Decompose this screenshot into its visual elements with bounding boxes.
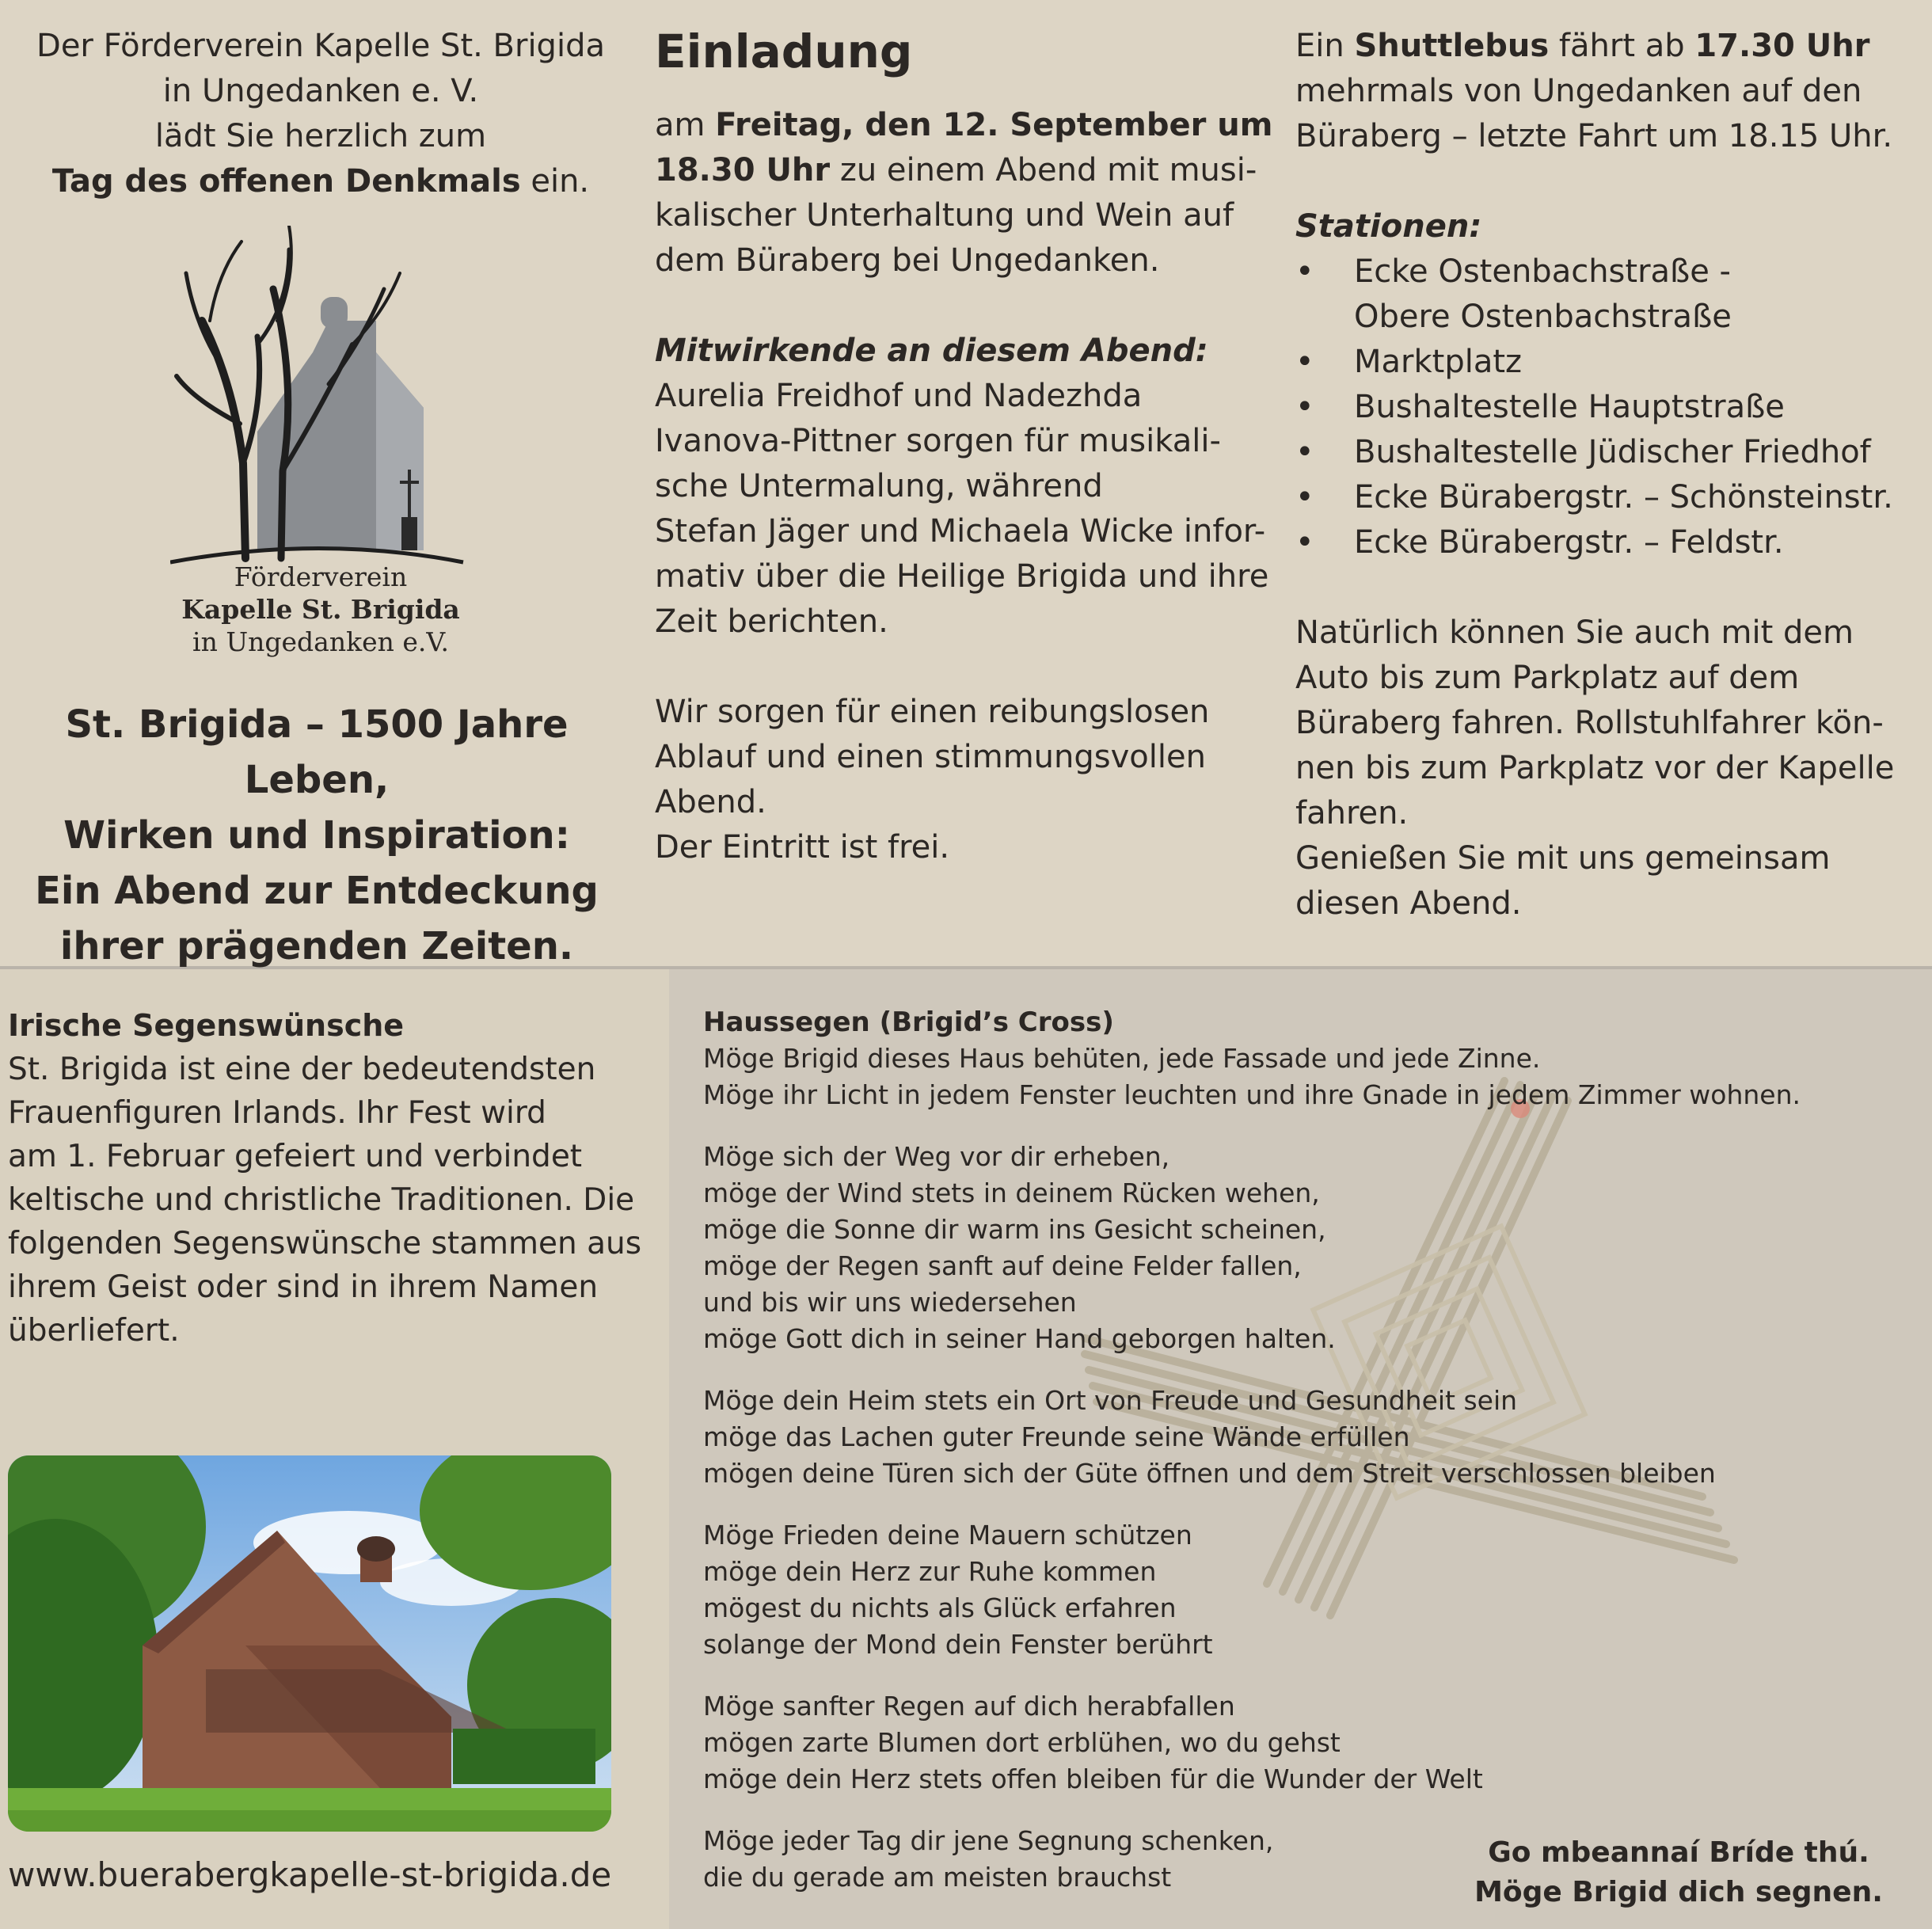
participants-line: mativ über die Heilige Brigida und ihre bbox=[655, 558, 1269, 595]
blessing-stanza bbox=[703, 1139, 1851, 1357]
subtitle-line: Ein Abend zur Entdeckung bbox=[35, 869, 599, 913]
blessing-line: möge dein Herz zur Ruhe kommen bbox=[703, 1556, 1157, 1587]
text-span: zu einem Abend mit musi- bbox=[830, 152, 1257, 188]
blessing-line: möge der Regen sanft auf deine Felder fallen, bbox=[703, 1250, 1302, 1281]
car-info-line: nen bis zum Parkplatz vor der Kapelle bbox=[1295, 750, 1895, 786]
website-url: www.buerabergkapelle-st-brigida.de bbox=[8, 1855, 612, 1894]
intro-line-rest: ein. bbox=[520, 163, 590, 200]
blessing-line: solange der Mond dein Fenster berührt bbox=[703, 1629, 1213, 1660]
blessing-line: Möge jeder Tag dir jene Segnung schenken, bbox=[703, 1825, 1274, 1856]
house-blessing bbox=[703, 1004, 1851, 1921]
blessing-stanza bbox=[703, 1517, 1851, 1663]
segens-line: keltische und christliche Traditionen. Die bbox=[8, 1182, 635, 1218]
blessing-line: möge die Sonne dir warm ins Gesicht scheinen, bbox=[703, 1214, 1326, 1245]
station-text: Ecke Ostenbachstraße - bbox=[1354, 253, 1731, 290]
closing-line: Abend. bbox=[655, 784, 766, 820]
shuttle-line: mehrmals von Ungedanken auf den bbox=[1295, 73, 1862, 109]
blessing-line: Möge sanfter Regen auf dich herabfallen bbox=[703, 1691, 1235, 1722]
car-info-line: Büraberg fahren. Rollstuhlfahrer kön- bbox=[1295, 705, 1884, 741]
stations-heading-text: Stationen: bbox=[1295, 208, 1482, 245]
chapel-logo-icon bbox=[170, 226, 471, 566]
station-item: • Bushaltestelle Hauptstraße bbox=[1295, 385, 1913, 430]
station-item: • Bushaltestelle Jüdischer Friedhof bbox=[1295, 430, 1913, 475]
participants-line: Aurelia Freidhof und Nadezhda bbox=[655, 378, 1143, 414]
intro-text bbox=[16, 24, 626, 204]
shuttle-time-text: 17.30 Uhr bbox=[1694, 28, 1870, 64]
logo-caption-line: Kapelle St. Brigida bbox=[181, 594, 460, 625]
participants-heading bbox=[655, 329, 1288, 374]
station-item: • Ecke Bürabergstr. – Schönsteinstr. bbox=[1295, 475, 1913, 520]
participants-line: Zeit berichten. bbox=[655, 603, 888, 640]
event-name: Tag des offenen Denkmals bbox=[51, 163, 521, 200]
participants-line: Stefan Jäger und Michaela Wicke infor- bbox=[655, 513, 1266, 550]
logo-caption-line: in Ungedanken e.V. bbox=[192, 626, 449, 657]
segens-line: St. Brigida ist eine der bedeutendsten bbox=[8, 1052, 596, 1087]
station-item: • Marktplatz bbox=[1295, 340, 1913, 385]
closing-line: Ablauf und einen stimmungsvollen bbox=[655, 739, 1206, 775]
segens-line: am 1. Februar gefeiert und verbindet bbox=[8, 1139, 583, 1174]
invitation-line: dem Büraberg bei Ungedanken. bbox=[655, 242, 1160, 279]
gaelic-translation: Möge Brigid dich segnen. bbox=[1474, 1876, 1883, 1908]
segens-line: ihrem Geist oder sind in ihrem Namen bbox=[8, 1269, 599, 1305]
car-info-line: fahren. bbox=[1295, 795, 1409, 831]
chapel-photo bbox=[8, 1455, 611, 1832]
segens-line: Frauenfiguren Irlands. Ihr Fest wird bbox=[8, 1095, 546, 1131]
invitation-line bbox=[655, 148, 1288, 193]
shuttle-line: Büraberg – letzte Fahrt um 18.15 Uhr. bbox=[1295, 118, 1893, 154]
blessing-heading: Haussegen (Brigid’s Cross) bbox=[703, 1006, 1114, 1038]
date-text: Freitag, den 12. September um bbox=[715, 107, 1273, 143]
blessing-stanza bbox=[703, 1041, 1851, 1113]
logo-caption-line: Förderverein bbox=[234, 561, 408, 592]
invitation-line: kalischer Unterhaltung und Wein auf bbox=[655, 197, 1234, 234]
text-span: am bbox=[655, 107, 716, 143]
logo-caption bbox=[150, 561, 491, 658]
irish-blessings-intro bbox=[8, 1004, 657, 1353]
shuttle-line bbox=[1295, 24, 1913, 69]
blessing-line: und bis wir uns wiedersehen bbox=[703, 1287, 1077, 1318]
station-text: Obere Ostenbachstraße bbox=[1354, 299, 1732, 335]
segens-line: folgenden Segenswünsche stammen aus bbox=[8, 1226, 642, 1261]
event-subtitle bbox=[8, 697, 626, 974]
blessing-line: Möge Frieden deine Mauern schützen bbox=[703, 1520, 1192, 1550]
car-info-line: Auto bis zum Parkplatz auf dem bbox=[1295, 660, 1800, 696]
blessing-stanza bbox=[703, 1688, 1851, 1798]
subtitle-line: St. Brigida – 1500 Jahre Leben, bbox=[65, 702, 569, 802]
text-span: fährt ab bbox=[1549, 28, 1695, 64]
station-item bbox=[1295, 249, 1913, 340]
intro-line bbox=[16, 159, 626, 204]
blessing-line: möge Gott dich in seiner Hand geborgen halten. bbox=[703, 1323, 1336, 1354]
car-info-line: Natürlich können Sie auch mit dem bbox=[1295, 614, 1854, 651]
participants-heading-text: Mitwirkende an diesem Abend: bbox=[655, 333, 1208, 369]
time-text: 18.30 Uhr bbox=[655, 152, 831, 188]
subtitle-line: Wirken und Inspiration: bbox=[63, 813, 570, 858]
blessing-line: Möge dein Heim stets ein Ort von Freude und Gesundheit sein bbox=[703, 1385, 1518, 1416]
invitation-line bbox=[655, 103, 1288, 148]
intro-line: in Ungedanken e. V. bbox=[162, 73, 479, 109]
participants-line: sche Untermalung, während bbox=[655, 468, 1103, 504]
intro-line: Der Förderverein Kapelle St. Brigida bbox=[36, 28, 605, 64]
closing-line: Wir sorgen für einen reibungslosen bbox=[655, 694, 1210, 730]
car-info-line: diesen Abend. bbox=[1295, 885, 1522, 922]
participants-line: Ivanova-Pittner sorgen für musikali- bbox=[655, 423, 1221, 459]
shuttle-bus-text: Shuttlebus bbox=[1354, 28, 1550, 64]
stations-heading bbox=[1295, 204, 1913, 249]
station-item: • Ecke Bürabergstr. – Feldstr. bbox=[1295, 520, 1913, 565]
blessing-line: mögest du nichts als Glück erfahren bbox=[703, 1592, 1177, 1623]
car-info-line: Genießen Sie mit uns gemeinsam bbox=[1295, 840, 1831, 877]
gaelic-line: Go mbeannaí Bríde thú. bbox=[1488, 1836, 1869, 1869]
closing-line: Der Eintritt ist frei. bbox=[655, 829, 950, 866]
gaelic-blessing bbox=[1473, 1833, 1884, 1912]
invitation-column bbox=[655, 24, 1288, 870]
blessing-line: möge das Lachen guter Freunde seine Wände erfüllen bbox=[703, 1421, 1410, 1452]
blessing-line: mögen deine Türen sich der Güte öffnen und dem Streit verschlossen bleiben bbox=[703, 1458, 1716, 1489]
segens-line: überliefert. bbox=[8, 1313, 180, 1349]
segens-heading: Irische Segenswünsche bbox=[8, 1008, 405, 1043]
blessing-line: möge der Wind stets in deinem Rücken wehen, bbox=[703, 1178, 1320, 1208]
invitation-heading: Einladung bbox=[655, 25, 913, 78]
intro-line: lädt Sie herzlich zum bbox=[154, 118, 487, 154]
blessing-line: Möge ihr Licht in jedem Fenster leuchten und ihre Gnade in jedem Zimmer wohnen. bbox=[703, 1079, 1801, 1110]
blessing-line: Möge sich der Weg vor dir erheben, bbox=[703, 1141, 1170, 1172]
blessing-line: die du gerade am meisten brauchst bbox=[703, 1862, 1172, 1893]
shuttle-column bbox=[1295, 24, 1913, 926]
blessing-stanza bbox=[703, 1383, 1851, 1492]
text-span: Ein bbox=[1295, 28, 1355, 64]
subtitle-line: ihrer prägenden Zeiten. bbox=[59, 924, 574, 968]
blessing-line: möge dein Herz stets offen bleiben für die Wunder der Welt bbox=[703, 1763, 1483, 1794]
blessing-line: Möge Brigid dieses Haus behüten, jede Fassade und jede Zinne. bbox=[703, 1043, 1541, 1074]
blessing-line: mögen zarte Blumen dort erblühen, wo du gehst bbox=[703, 1727, 1341, 1758]
stations-list bbox=[1295, 249, 1913, 565]
